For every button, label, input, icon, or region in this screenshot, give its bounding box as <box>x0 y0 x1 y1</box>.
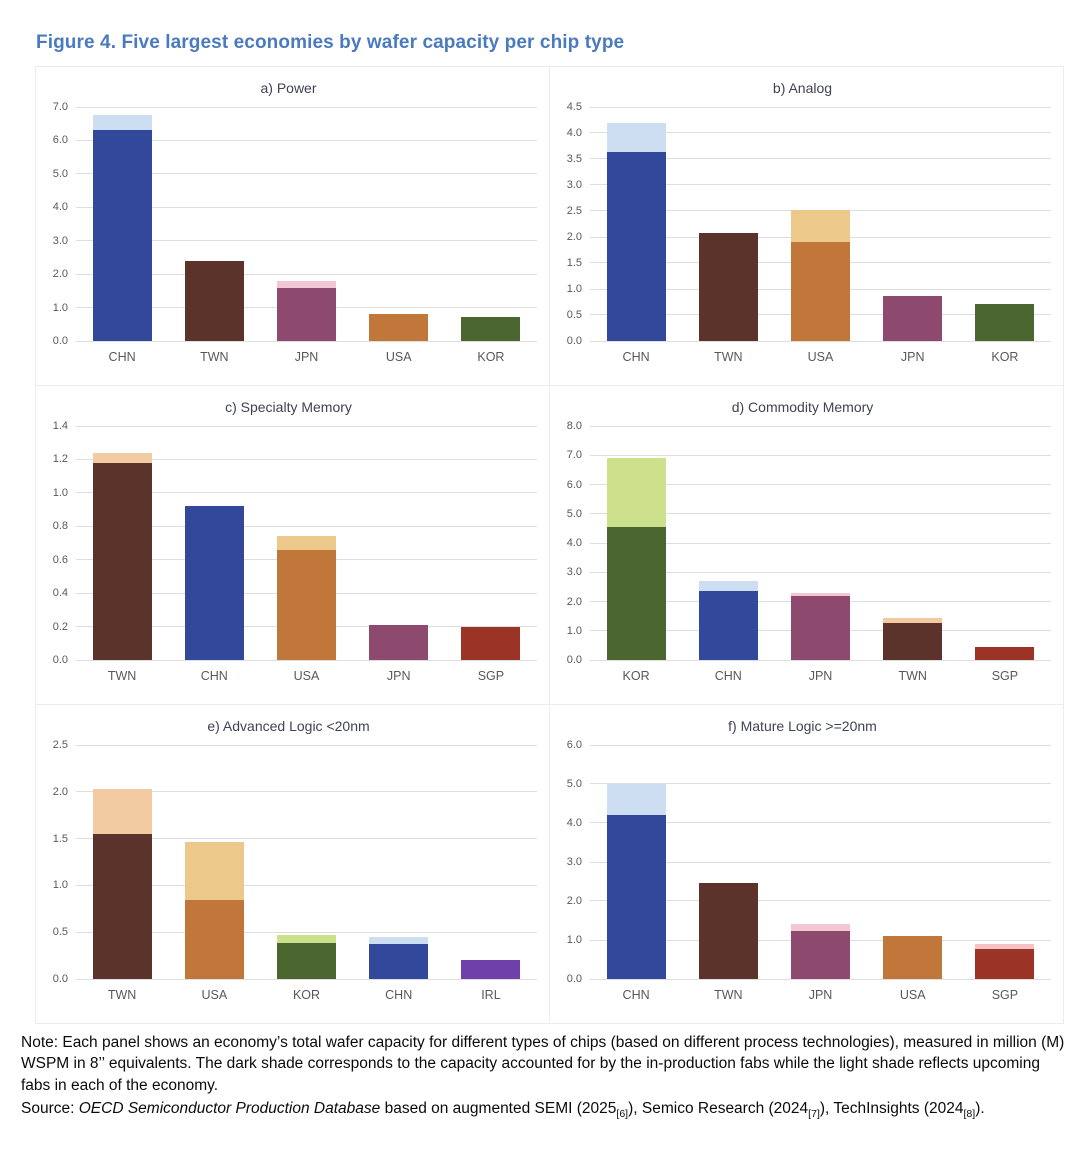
y-axis <box>40 739 76 985</box>
y-tick-label: 3.0 <box>566 856 582 868</box>
bars-row <box>590 107 1051 341</box>
bar-jpn <box>369 625 428 660</box>
bar-production-segment <box>369 625 428 660</box>
y-tick-label: 2.0 <box>52 268 68 281</box>
bar-kor <box>461 317 520 341</box>
bar-slot <box>867 107 959 341</box>
x-axis-label: JPN <box>900 350 925 364</box>
x-axis-labels <box>76 341 537 364</box>
source-citation-ref: [8] <box>963 1108 976 1121</box>
bar-production-segment <box>93 834 152 979</box>
bar-slot <box>353 426 445 660</box>
figure-source <box>21 1098 1066 1122</box>
y-tick-label: 1.0 <box>566 283 582 295</box>
y-tick-label: 0.2 <box>52 620 68 633</box>
y-tick-label: 1.0 <box>52 486 68 499</box>
bar-production-segment <box>369 944 428 979</box>
bar-production-segment <box>607 152 666 341</box>
bar-twn <box>185 261 244 341</box>
bar-chn <box>93 115 152 341</box>
panels-grid <box>36 67 1064 1024</box>
x-axis-label: KOR <box>477 350 505 364</box>
y-axis <box>554 420 590 666</box>
bar-slot <box>168 426 260 660</box>
y-tick-label: 6.0 <box>52 134 68 147</box>
bar-twn <box>699 233 758 341</box>
panel-d <box>549 385 1064 705</box>
bar-usa <box>185 842 244 979</box>
bar-kor <box>975 304 1034 341</box>
y-tick-label: 2.0 <box>566 894 582 907</box>
bar-production-segment <box>277 943 336 979</box>
bar-jpn <box>883 296 942 341</box>
source-text: ). <box>975 1100 985 1118</box>
bar-slot <box>260 107 352 341</box>
bar-slot <box>774 745 866 979</box>
bar-production-segment <box>277 550 336 660</box>
y-tick-label: 1.2 <box>52 453 68 466</box>
source-text: Source: <box>21 1100 79 1118</box>
y-tick-label: 3.5 <box>566 153 582 165</box>
y-axis <box>554 739 590 985</box>
source-citation-ref: [6] <box>616 1108 629 1121</box>
y-tick-label: 5.0 <box>566 507 582 520</box>
figure-note: Note: Each panel shows an economy’s total wafer capacity for different types of chips (based on different process technologies), measured in million (M) WSPM in 8’’ equivalents. The dark shade corresponds to the capacity accounted for by the in-production fabs while the light shade reflects upcoming fabs in each of the economy. <box>21 1034 1065 1094</box>
y-tick-label: 3.0 <box>566 566 582 579</box>
bar-twn <box>93 789 152 979</box>
bar-slot <box>168 745 260 979</box>
y-tick-label: 6.0 <box>566 739 582 751</box>
panel-title: a) Power <box>260 80 317 96</box>
bar-production-segment <box>975 304 1034 341</box>
bar-usa <box>369 314 428 341</box>
bar-production-segment <box>185 261 244 341</box>
bars-row <box>590 426 1051 660</box>
bar-twn <box>883 618 942 660</box>
y-tick-label: 5.0 <box>52 167 68 180</box>
x-axis-label: TWN <box>898 669 927 683</box>
x-axis-label: JPN <box>808 988 833 1002</box>
y-tick-label: 2.5 <box>566 205 582 217</box>
bar-slot <box>682 107 774 341</box>
bar-slot <box>353 107 445 341</box>
bar-production-segment <box>461 627 520 660</box>
bar-sgp <box>975 944 1034 979</box>
source-text: ), Semico Research (2024 <box>628 1100 809 1118</box>
bar-kor <box>277 935 336 979</box>
y-tick-label: 3.0 <box>52 234 68 247</box>
bar-slot <box>682 745 774 979</box>
panel-title: c) Specialty Memory <box>225 399 352 415</box>
bar-slot <box>682 426 774 660</box>
panel-title: f) Mature Logic >=20nm <box>728 718 877 734</box>
chart-area <box>554 101 1051 347</box>
y-tick-label: 0.0 <box>566 973 582 985</box>
plot-area <box>76 426 537 660</box>
bar-slot <box>445 745 537 979</box>
x-axis-label: SGP <box>991 669 1019 683</box>
x-axis-label: CHN <box>385 988 413 1002</box>
x-axis-label: USA <box>385 350 412 364</box>
x-axis-label: SGP <box>991 988 1019 1002</box>
bar-slot <box>76 745 168 979</box>
x-axis-label: TWN <box>107 669 137 683</box>
bar-production-segment <box>883 296 942 341</box>
bar-usa <box>883 936 942 979</box>
bar-production-segment <box>607 815 666 979</box>
bar-production-segment <box>277 288 336 341</box>
y-tick-label: 0.0 <box>52 973 68 985</box>
x-axis-label: CHN <box>200 669 228 683</box>
y-tick-label: 6.0 <box>566 478 582 491</box>
bar-slot <box>168 107 260 341</box>
y-tick-label: 1.4 <box>52 420 68 432</box>
x-axis-label: USA <box>807 350 834 364</box>
y-tick-label: 1.0 <box>52 879 68 892</box>
bar-sgp <box>461 627 520 660</box>
chart-area <box>40 739 537 985</box>
y-tick-label: 1.0 <box>52 301 68 314</box>
bar-chn <box>607 784 666 979</box>
y-tick-label: 7.0 <box>566 449 582 462</box>
y-tick-label: 0.8 <box>52 520 68 533</box>
bar-usa <box>791 210 850 341</box>
x-axis-label: CHN <box>108 350 136 364</box>
bar-jpn <box>791 593 850 660</box>
x-axis-label: TWN <box>714 988 743 1002</box>
plot-area <box>590 107 1051 341</box>
x-axis-label: KOR <box>292 988 321 1002</box>
bar-production-segment <box>461 317 520 341</box>
bar-production-segment <box>699 591 758 660</box>
y-tick-label: 0.6 <box>52 553 68 566</box>
panel-title: b) Analog <box>772 80 833 96</box>
y-tick-label: 0.4 <box>52 587 68 600</box>
y-tick-label: 8.0 <box>566 420 582 432</box>
x-axis-label: TWN <box>107 988 137 1002</box>
bar-slot <box>959 745 1051 979</box>
y-tick-label: 2.5 <box>52 739 68 751</box>
bars-row <box>590 745 1051 979</box>
y-tick-label: 4.0 <box>52 201 68 214</box>
bar-chn <box>699 581 758 660</box>
bar-jpn <box>791 924 850 979</box>
bars-row <box>76 426 537 660</box>
bar-production-segment <box>93 130 152 341</box>
x-axis-label: CHN <box>622 988 650 1002</box>
bar-production-segment <box>883 623 942 660</box>
bars-row <box>76 107 537 341</box>
x-axis-label: KOR <box>622 669 650 683</box>
panel-b <box>549 66 1064 386</box>
x-axis-labels <box>590 660 1051 683</box>
x-axis-label: JPN <box>808 669 833 683</box>
panel-title: d) Commodity Memory <box>731 399 874 415</box>
chart-area <box>554 739 1051 985</box>
y-tick-label: 4.0 <box>566 816 582 829</box>
x-axis-label: JPN <box>386 669 411 683</box>
bar-slot <box>353 745 445 979</box>
x-axis-label: USA <box>293 669 320 683</box>
y-tick-label: 0.0 <box>566 335 582 347</box>
plot-area <box>590 745 1051 979</box>
x-axis-label: USA <box>201 988 228 1002</box>
source-text: OECD Semiconductor Production Database <box>78 1100 381 1118</box>
source-text: ), TechInsights (2024 <box>819 1100 964 1118</box>
y-tick-label: 0.0 <box>52 335 68 347</box>
x-axis-label: TWN <box>200 350 229 364</box>
bar-slot <box>590 745 682 979</box>
y-tick-label: 4.0 <box>566 537 582 549</box>
bar-chn <box>369 937 428 979</box>
bar-production-segment <box>791 242 850 341</box>
y-tick-label: 2.0 <box>566 231 582 243</box>
bar-production-segment <box>185 900 244 979</box>
y-tick-label: 1.5 <box>566 256 582 269</box>
y-tick-label: 1.0 <box>566 624 582 637</box>
bar-sgp <box>975 647 1034 660</box>
y-axis <box>40 420 76 666</box>
y-tick-label: 4.5 <box>566 101 582 113</box>
x-axis-label: JPN <box>294 350 319 364</box>
bar-production-segment <box>791 931 850 979</box>
bar-production-segment <box>93 463 152 660</box>
y-axis <box>554 101 590 347</box>
bar-irl <box>461 960 520 979</box>
chart-area <box>40 420 537 666</box>
y-tick-label: 5.0 <box>566 777 582 790</box>
x-axis-label: IRL <box>481 988 501 1002</box>
y-tick-label: 7.0 <box>52 101 68 113</box>
x-axis-labels <box>590 979 1051 1002</box>
bar-twn <box>699 883 758 979</box>
y-tick-label: 2.0 <box>52 785 68 798</box>
bar-production-segment <box>699 883 758 979</box>
bar-slot <box>959 426 1051 660</box>
figure-footnotes <box>21 1032 1066 1122</box>
figure-title: Figure 4. Five largest economies by wafer capacity per chip type <box>36 32 625 53</box>
y-tick-label: 0.5 <box>52 926 68 939</box>
chart-area <box>554 420 1051 666</box>
bar-slot <box>445 426 537 660</box>
bar-production-segment <box>369 314 428 341</box>
x-axis-labels <box>590 341 1051 364</box>
bar-production-segment <box>185 506 244 660</box>
bar-slot <box>590 426 682 660</box>
panel-c <box>35 385 550 705</box>
y-tick-label: 0.0 <box>52 654 68 666</box>
x-axis-label: CHN <box>714 669 742 683</box>
bar-slot <box>260 426 352 660</box>
x-axis-label: TWN <box>714 350 743 364</box>
panel-e <box>35 704 550 1024</box>
bars-row <box>76 745 537 979</box>
y-tick-label: 3.0 <box>566 178 582 191</box>
plot-area <box>76 107 537 341</box>
y-tick-label: 1.0 <box>566 934 582 946</box>
bar-chn <box>185 506 244 660</box>
y-tick-label: 2.0 <box>566 595 582 608</box>
source-text: based on augmented SEMI (2025 <box>380 1100 617 1118</box>
bar-usa <box>277 536 336 660</box>
bar-twn <box>93 453 152 660</box>
bar-slot <box>445 107 537 341</box>
bar-jpn <box>277 281 336 341</box>
y-tick-label: 1.5 <box>52 832 68 845</box>
panel-f <box>549 704 1064 1024</box>
bar-production-segment <box>975 647 1034 660</box>
x-axis-labels <box>76 660 537 683</box>
bar-slot <box>774 426 866 660</box>
bar-slot <box>959 107 1051 341</box>
y-tick-label: 0.0 <box>566 654 582 666</box>
bar-production-segment <box>791 596 850 660</box>
source-citation-ref: [7] <box>808 1108 820 1121</box>
bar-kor <box>607 458 666 660</box>
bar-slot <box>590 107 682 341</box>
bar-production-segment <box>461 960 520 979</box>
bar-production-segment <box>699 233 758 341</box>
bar-slot <box>867 426 959 660</box>
panel-title: e) Advanced Logic <20nm <box>207 718 370 734</box>
panel-a <box>35 66 550 386</box>
plot-area <box>76 745 537 979</box>
bar-slot <box>260 745 352 979</box>
figure-container <box>36 0 1064 1024</box>
y-tick-label: 4.0 <box>566 127 582 139</box>
y-tick-label: 0.5 <box>566 309 582 321</box>
bar-production-segment <box>883 936 942 979</box>
y-axis <box>40 101 76 347</box>
x-axis-label: CHN <box>622 350 650 364</box>
x-axis-label: USA <box>899 988 926 1002</box>
chart-area <box>40 101 537 347</box>
x-axis-label: KOR <box>991 350 1019 364</box>
bar-chn <box>607 123 666 341</box>
bar-production-segment <box>975 949 1034 979</box>
bar-slot <box>774 107 866 341</box>
bar-slot <box>867 745 959 979</box>
bar-slot <box>76 107 168 341</box>
bar-production-segment <box>607 527 666 660</box>
x-axis-labels <box>76 979 537 1002</box>
bar-slot <box>76 426 168 660</box>
x-axis-label: SGP <box>477 669 505 683</box>
plot-area <box>590 426 1051 660</box>
